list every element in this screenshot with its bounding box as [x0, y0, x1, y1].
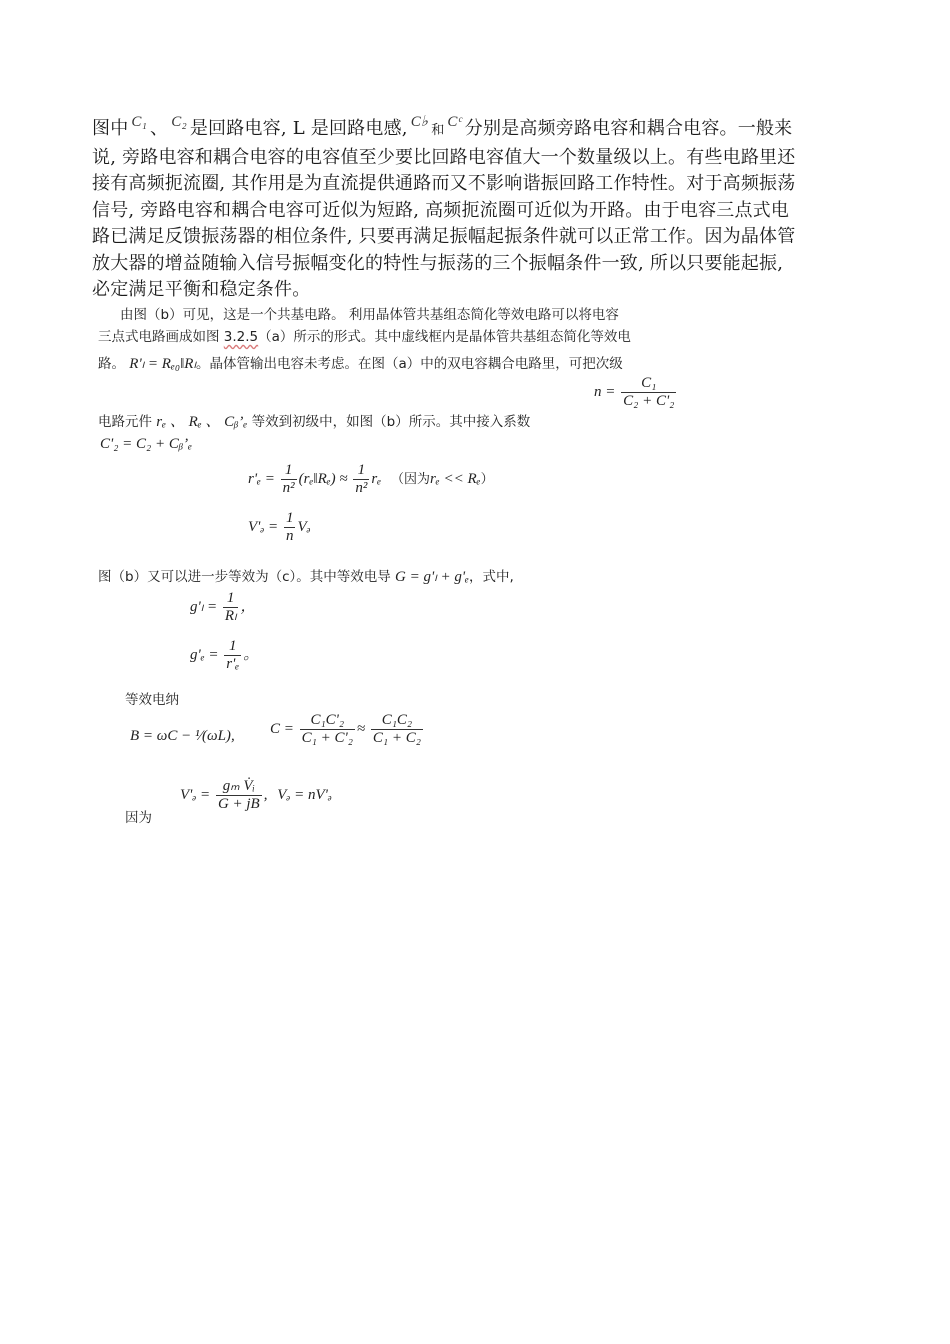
formula-vf-prime	[248, 510, 311, 545]
scan-line-4	[98, 410, 530, 431]
label-equivalent-susceptance: 等效电纳	[125, 692, 179, 708]
formula-end: 。	[243, 646, 259, 663]
formula-gl-prime	[190, 590, 256, 625]
fraction	[621, 375, 676, 410]
paragraph-line-2: 说, 旁路电容和耦合电容的电容值至少要比回路电容值大一个数量级以上。有些电路里还	[92, 146, 796, 168]
formula-lhs: g'ₑ =	[190, 646, 219, 663]
fraction	[300, 712, 355, 747]
paragraph-line-3: 接有高频扼流圈, 其作用是为直流提供通路而又不影响谐振回路工作特性。对于高频振荡	[92, 173, 796, 194]
paragraph-line-6: 放大器的增益随输入信号振幅变化的特性与振荡的三个振幅条件一致, 所以只要能起振,	[92, 252, 784, 274]
fraction	[223, 590, 239, 625]
text-segment: （a）所示的形式。其中虚线框内是晶体管共基组态简化等效电	[258, 329, 631, 345]
approx-sign: ≈	[356, 720, 366, 737]
denominator: C₁ + C₂	[372, 730, 421, 746]
symbol-cb: C♭	[410, 114, 429, 130]
formula-end: ,	[230, 728, 235, 744]
formula-end: rₑ	[371, 470, 382, 487]
formula-c2-prime: C'₂ = C₂ + Cᵦ’ₑ	[100, 436, 193, 452]
fraction	[371, 712, 423, 747]
numerator: 1	[223, 590, 239, 608]
formula-n	[594, 375, 678, 410]
numerator: C₁	[621, 375, 676, 393]
denominator: n²	[355, 480, 368, 496]
formula-re-prime	[248, 462, 494, 497]
formula-mid: (rₑ‖Rₑ) ≈	[298, 470, 348, 487]
fraction	[353, 462, 369, 497]
text-segment: 和	[431, 123, 445, 138]
denominator: C₂ + C'₂	[623, 393, 675, 409]
denominator: n²	[282, 480, 295, 496]
text-segment: ，式中,	[468, 569, 514, 585]
note-text: （因为	[390, 471, 430, 487]
scan-line-1: 由图（b）可见，这是一个共基电路。 利用晶体管共基组态简化等效电路可以将电容	[120, 307, 619, 323]
formula-b	[130, 728, 235, 745]
denominator: G + jB	[217, 796, 260, 812]
text-segment: 路。	[98, 356, 125, 372]
symbol-cc: Cᶜ	[447, 114, 462, 130]
formula-lhs: g'ₗ =	[190, 598, 218, 615]
text-segment: 图（b）又可以进一步等效为（c）。其中等效电导	[98, 569, 391, 585]
formula-g: G = g'ₗ + g'ₑ	[395, 569, 469, 585]
scan-line-3	[98, 352, 623, 373]
text-segment: 分别是高频旁路电容和耦合电容。一般来	[464, 118, 793, 139]
text-segment: 图中	[92, 118, 129, 139]
fraction	[216, 778, 262, 813]
formula-ge-prime	[190, 638, 258, 673]
numerator: 1	[285, 510, 294, 526]
formula-lhs: V'ₔ =	[248, 518, 279, 535]
denominator: r'ₑ	[226, 656, 240, 672]
formula-end: Vₔ	[297, 518, 311, 535]
denominator: C₁ + C'₂	[301, 730, 353, 746]
formula-end: ,	[263, 786, 268, 803]
numerator: C₁C₂	[371, 712, 423, 730]
formula-c	[270, 712, 425, 747]
fraction	[281, 462, 297, 497]
symbol-c2: C₂	[171, 114, 187, 130]
formula-vf-output	[180, 778, 332, 813]
formula-end: ，	[240, 598, 256, 615]
denominator: n	[285, 528, 294, 544]
formula-lhs: C =	[270, 720, 294, 737]
paragraph-line-7: 必定满足平衡和稳定条件。	[92, 279, 311, 300]
text-segment: 等效到初级中，如图（b）所示。其中接入系数	[251, 414, 531, 430]
numerator: 1	[224, 638, 241, 656]
body-paragraph	[92, 116, 862, 304]
text-segment: 三点式电路画成如图	[98, 329, 220, 345]
formula-lhs: n =	[594, 383, 616, 400]
text-segment: 电路元件	[98, 414, 152, 430]
formula-lhs: B = ωC − ¹⁄(ωL)	[130, 728, 231, 744]
paragraph-line-5: 路已满足反馈振荡器的相位条件, 只要再满足振幅起振条件就可以正常工作。因为晶体管	[92, 226, 796, 247]
paragraph-line-1	[92, 116, 862, 145]
formula-elements: rₑ 、 Rₑ 、 Cᵦ’ₑ	[156, 414, 248, 430]
figure-reference: 3.2.5	[223, 329, 259, 345]
denominator: Rₗ	[224, 608, 237, 624]
numerator: 1	[281, 462, 297, 480]
formula-lhs: r'ₑ =	[248, 470, 275, 487]
fraction	[284, 510, 296, 545]
formula-vf-relation: Vₔ = nV'ₔ	[277, 786, 332, 803]
note-formula: rₑ << Rₑ	[429, 470, 481, 487]
text-segment: 。晶体管输出电容未考虑。在图（a）中的双电容耦合电路里，可把次级	[195, 356, 623, 372]
formula-lhs: V'ₔ =	[180, 786, 211, 803]
label-because: 因为	[125, 810, 152, 826]
note-text: ）	[480, 471, 494, 487]
numerator: C₁C'₂	[300, 712, 355, 730]
numerator: 1	[353, 462, 369, 480]
formula-rl-prime: R'ₗ = Rₑ₀‖Rₗ	[129, 356, 196, 372]
text-segment: 、	[150, 118, 169, 139]
text-segment: 是回路电容, L 是回路电感,	[189, 118, 408, 139]
scan-line-2	[98, 325, 631, 345]
scan-line-5	[98, 565, 514, 586]
numerator: gₘ V̇ᵢ	[216, 778, 262, 796]
symbol-c1: C₁	[131, 114, 148, 130]
fraction	[224, 638, 241, 673]
paragraph-line-4: 信号, 旁路电容和耦合电容可近似为短路, 高频扼流圈可近似为开路。由于电容三点式电	[92, 199, 790, 221]
